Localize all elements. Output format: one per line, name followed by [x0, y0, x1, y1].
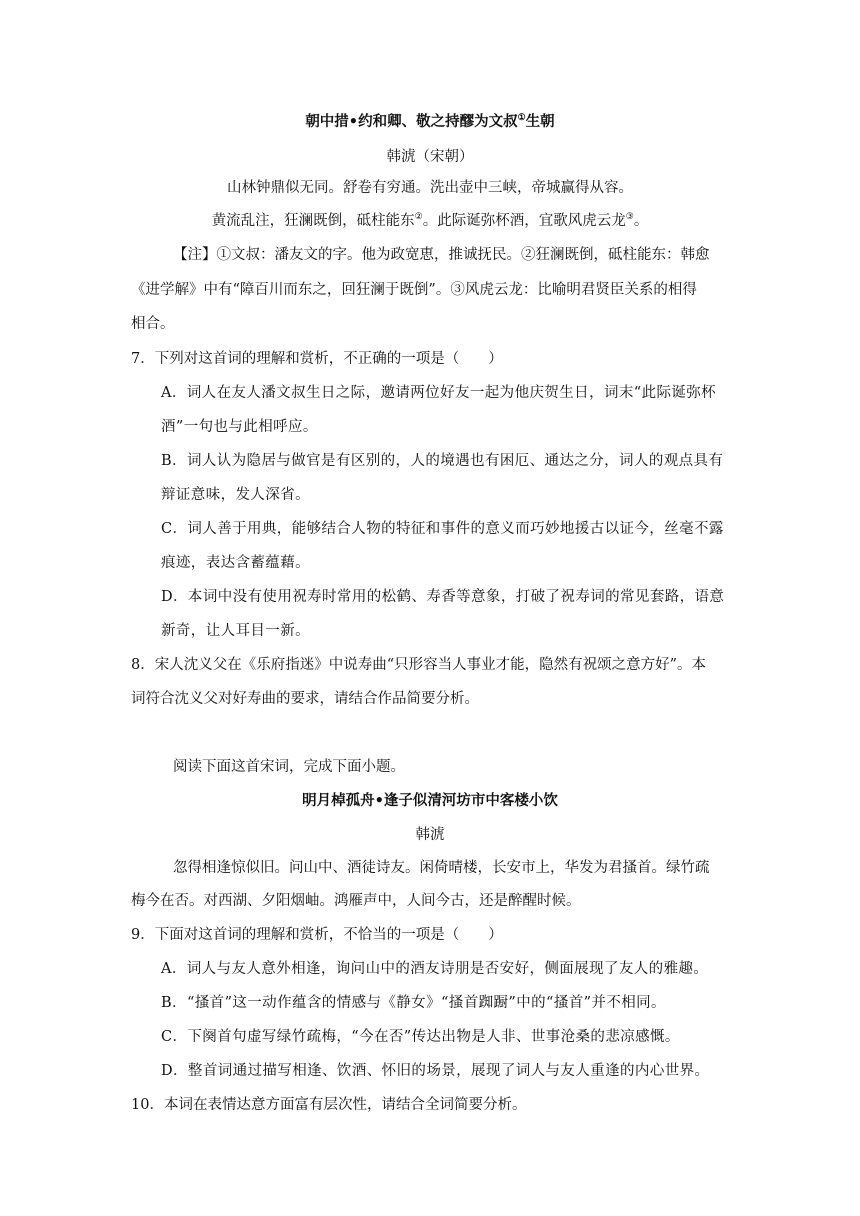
poem1-line2 — [0, 211, 860, 231]
poem1-note-line-3: 相合。 — [131, 316, 175, 332]
poem1-title-end: 生朝 — [525, 113, 555, 130]
poem1-line2-end: 。 — [633, 213, 649, 229]
q9-option-a: A．词人与友人意外相逢，询问山中的酒友诗朋是否安好，侧面展现了友人的雅趣。 — [161, 961, 709, 977]
q7-option-a-line-1: A．词人在友人潘文叔生日之际，邀请两位好友一起为他庆贺生日，词末“此际诞弥杯 — [161, 385, 717, 401]
poem1-title-text: 朝中措•约和卿、敬之持醪为文叔 — [305, 113, 518, 130]
poem1-title — [0, 112, 860, 132]
poem1-note-line-2: 《进学解》中有“障百川而东之，回狂澜于既倒”。③风虎云龙：比喻明君贤臣关系的相得 — [131, 282, 697, 298]
q9-option-c: C．下阕首句虚写绿竹疏梅，“今在否”传达出物是人非、世事沧桑的悲凉感慨。 — [161, 1029, 680, 1045]
q7-option-a-line-2: 酒”一句也与此相呼应。 — [161, 419, 318, 435]
q8-line-1: 8．宋人沈义父在《乐府指迷》中说寿曲“只形容当人事业才能，隐然有祝颂之意方好”。本 — [131, 657, 707, 673]
q7-stem: 7．下列对这首词的理解和赏析，不正确的一项是（ ） — [131, 351, 503, 367]
q8-line-2: 词符合沈义父对好寿曲的要求，请结合作品简要分析。 — [131, 691, 479, 707]
poem1-line1: 山林钟鼎似无同。舒卷有穷通。洗出壶中三峡，帝城赢得从容。 — [227, 180, 633, 196]
section2-instruction: 阅读下面这首宋词，完成下面小题。 — [173, 759, 405, 775]
q7-option-c-line-2: 痕迹，表达含蓄蕴藉。 — [161, 555, 310, 571]
poem1-note-line-1: 【注】①文叔：潘友文的字。他为政宽恵，推诚抚民。②狂澜既倒，砥柱能东：韩愈 — [173, 247, 710, 263]
poem2-author: 韩淲 — [415, 827, 445, 843]
poem2-text-line-1: 忽得相逢惊似旧。问山中、酒徒诗友。闲倚晴楼，长安市上，华发为君搔首。绿竹疏 — [173, 860, 710, 876]
poem2-text-line-2: 梅今在否。对西湖、夕阳烟岫。鸿雁声中，人间今古，还是醉醒时候。 — [131, 893, 581, 909]
poem1-title-footnote-mark: ① — [517, 113, 526, 124]
poem1-line2-part-b: 。此际诞弥杯酒，宜歌风虎云龙 — [422, 213, 626, 229]
q7-option-d-line-2: 新奇，让人耳目一新。 — [161, 623, 310, 639]
q7-option-c-line-1: C．词人善于用典，能够结合人物的特征和事件的意义而巧妙地援古以证今，丝毫不露 — [161, 521, 724, 537]
q10-stem: 10．本词在表情达意方面富有层次性，请结合全词简要分析。 — [131, 1097, 527, 1113]
q7-option-b-line-1: B．词人认为隐居与做官是有区别的，人的境遇也有困厄、通达之分，词人的观点具有 — [161, 453, 724, 469]
q7-option-b-line-2: 辩证意味，发人深省。 — [161, 487, 310, 503]
q9-stem: 9．下面对这首词的理解和赏析，不恰当的一项是（ ） — [131, 927, 503, 943]
q7-option-d-line-1: D．本词中没有使用祝寿时常用的松鹤、寿香等意象，打破了祝寿词的常见套路，语意 — [161, 589, 725, 605]
q9-option-b: B．“搔首”这一动作蕴含的情感与《静女》“搔首踟蹰”中的“搔首”并不相同。 — [161, 995, 666, 1011]
poem1-footnote-mark-3: ③ — [625, 212, 634, 223]
poem1-author: 韩淲（宋朝） — [386, 149, 474, 165]
poem1-footnote-mark-2: ② — [414, 212, 423, 223]
poem1-line2-part-a: 黄流乱注，狂澜既倒，砥柱能东 — [211, 213, 415, 229]
q9-option-d: D．整首词通过描写相逢、饮酒、怀旧的场景，展现了词人与友人重逢的内心世界。 — [161, 1063, 710, 1079]
poem2-title: 明月棹孤舟•逢子似清河坊市中客楼小饮 — [302, 792, 558, 809]
